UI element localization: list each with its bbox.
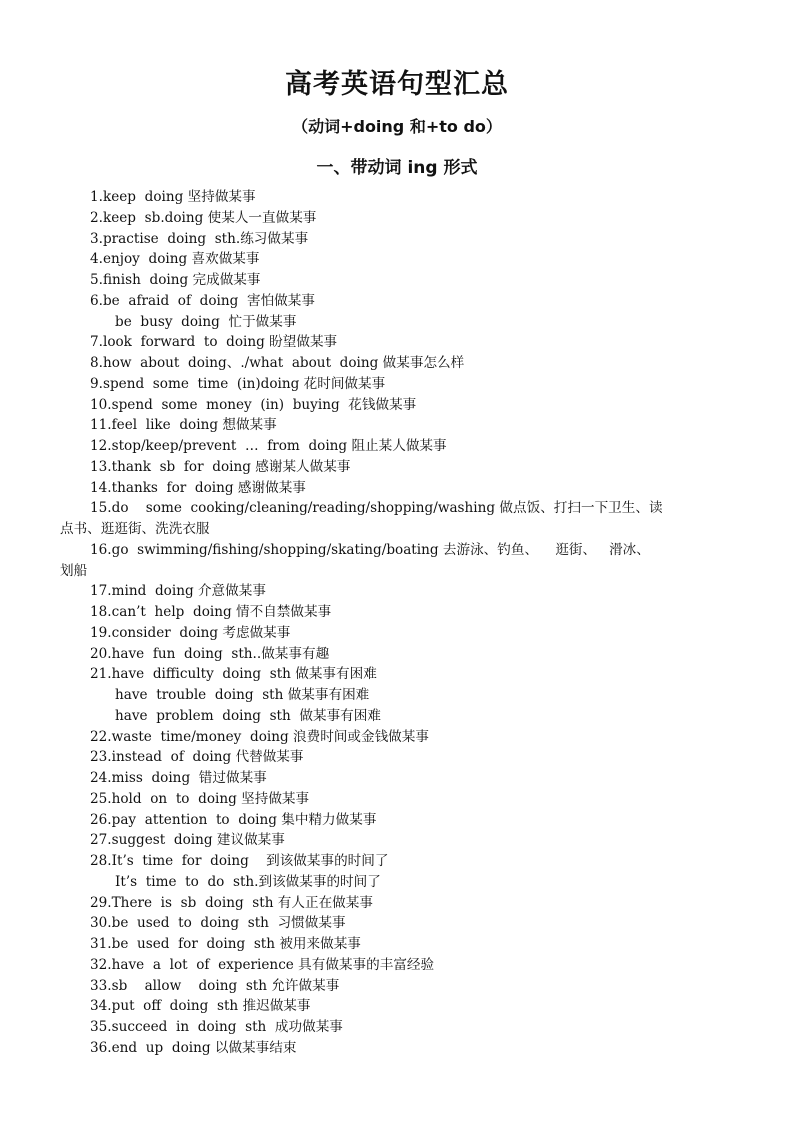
list-subitem: It’s time to do sth.到该做某事的时间了 (115, 873, 381, 890)
list-item: 35.succeed in doing sth 成功做某事 (90, 1019, 343, 1035)
list-item: 3.practise doing sth.练习做某事 (90, 230, 309, 247)
list-item: 24.miss doing 错过做某事 (90, 770, 267, 786)
list-item: 9.spend some time (in)doing 花时间做某事 (90, 375, 386, 392)
list-item: 21.have difficulty doing sth 做某事有困难 (90, 666, 377, 683)
list-item: 32.have a lot of experience 具有做某事的丰富经验 (90, 956, 435, 973)
list-item: 4.enjoy doing 喜欢做某事 (90, 251, 260, 268)
list-item: 29.There is sb doing sth 有人正在做某事 (90, 894, 373, 911)
list-item: 2.keep sb.doing 使某人一直做某事 (90, 209, 317, 226)
list-item: 6.be afraid of doing 害怕做某事 (90, 292, 315, 309)
list-item: 30.be used to doing sth 习惯做某事 (90, 915, 346, 932)
list-item: 13.thank sb for doing 感谢某人做某事 (90, 458, 351, 475)
page-title: 高考英语句型汇总 (285, 69, 509, 100)
list-item: 25.hold on to doing 坚持做某事 (90, 790, 310, 807)
list-item: 26.pay attention to doing 集中精力做某事 (90, 811, 377, 828)
list-item: 16.go swimming/fishing/shopping/skating/boating 去游泳、钓鱼、 逛街、 滑冰、 (90, 541, 650, 558)
list-item: 23.instead of doing 代替做某事 (90, 749, 304, 766)
list-item: 10.spend some money (in) buying 花钱做某事 (90, 396, 417, 413)
phrase-list (60, 187, 750, 1059)
list-subitem: be busy doing 忙于做某事 (115, 313, 297, 330)
list-item: 1.keep doing 坚持做某事 (90, 189, 256, 205)
list-item: 7.look forward to doing 盼望做某事 (90, 334, 338, 351)
page-subtitle: （动词+doing 和+to do） (292, 117, 502, 136)
list-item: 17.mind doing 介意做某事 (90, 583, 266, 600)
list-item: 28.It’s time for doing 到该做某事的时间了 (90, 853, 389, 869)
list-item: 15.do some cooking/cleaning/reading/shopping/washing 做点饭、打扫一下卫生、读 (90, 500, 663, 517)
list-item: 14.thanks for doing 感谢做某事 (90, 479, 306, 496)
list-item-continuation: 划船 (60, 562, 88, 579)
list-item: 20.have fun doing sth..做某事有趣 (90, 645, 330, 662)
list-item: 18.can’t help doing 情不自禁做某事 (90, 604, 332, 620)
list-subitem: have trouble doing sth 做某事有困难 (115, 687, 370, 703)
list-item: 34.put off doing sth 推迟做某事 (90, 998, 311, 1015)
list-item-continuation: 点书、逛逛街、洗洗衣服 (60, 521, 210, 537)
list-item: 5.finish doing 完成做某事 (90, 272, 261, 288)
list-item: 8.how about doing、./what about doing 做某事怎么样 (90, 355, 465, 371)
list-item: 12.stop/keep/prevent … from doing 阻止某人做某事 (90, 438, 447, 454)
list-item: 19.consider doing 考虑做某事 (90, 624, 291, 641)
list-item: 27.suggest doing 建议做某事 (90, 832, 285, 849)
list-item: 11.feel like doing 想做某事 (90, 417, 277, 434)
list-item: 33.sb allow doing sth 允许做某事 (90, 977, 340, 994)
list-item: 36.end up doing 以做某事结束 (90, 1039, 297, 1056)
section-heading: 一、带动词 ing 形式 (316, 158, 478, 178)
list-item: 22.waste time/money doing 浪费时间或金钱做某事 (90, 728, 429, 745)
list-item: 31.be used for doing sth 被用来做某事 (90, 936, 361, 952)
list-subitem: have problem doing sth 做某事有困难 (115, 707, 381, 724)
